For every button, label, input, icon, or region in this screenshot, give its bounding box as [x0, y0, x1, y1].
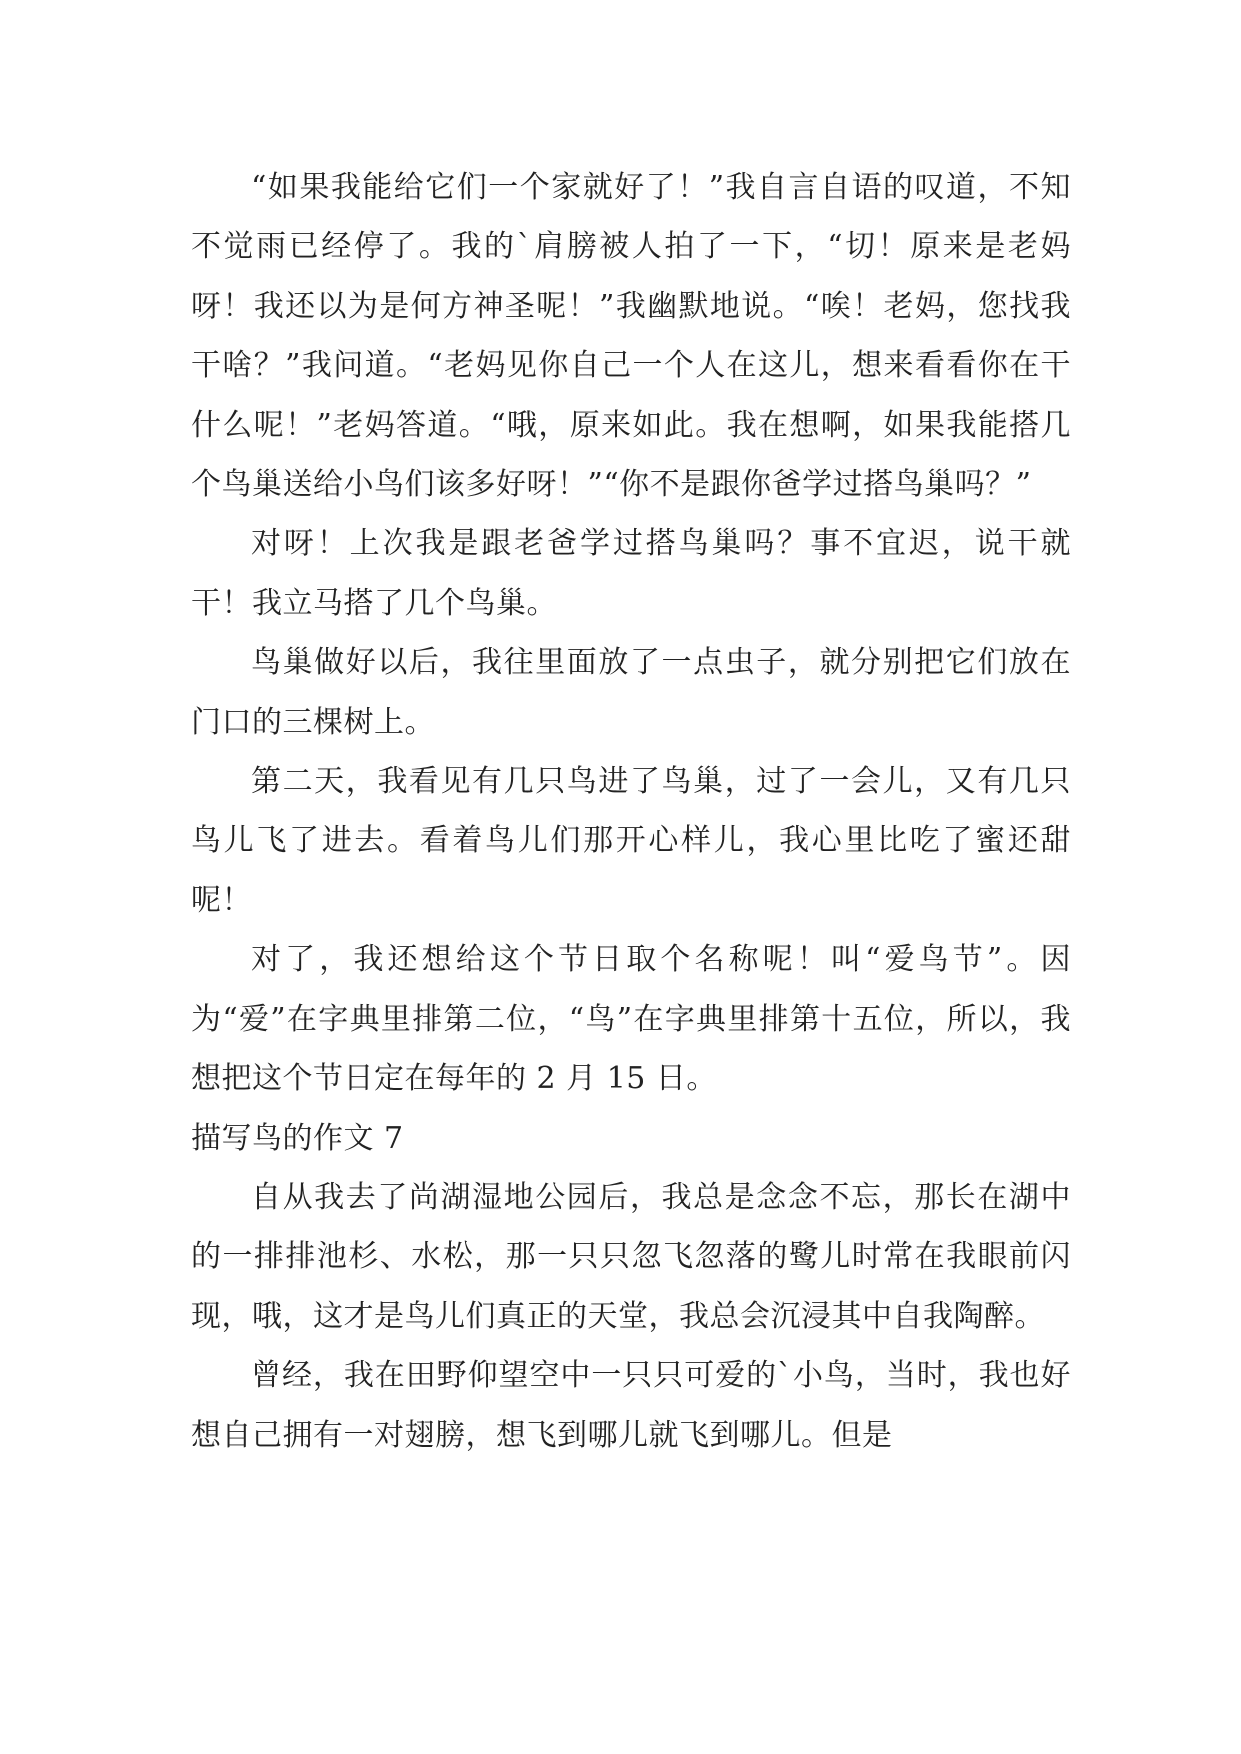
- paragraph-bird-day: 对了，我还想给这个节日取个名称呢！叫“爱鸟节”。因为“爱”在字典里排第二位，“鸟”在字典里排第十五位，所以，我想把这个节日定在每年的 2 月 15 日。: [191, 942, 1071, 1097]
- paragraph-wetland-park: 自从我去了尚湖湿地公园后，我总是念念不忘，那长在湖中的一排排池杉、水松，那一只只忽飞忽落的鹭儿时常在我眼前闪现，哦，这才是鸟儿们真正的天堂，我总会沉浸其中自我陶醉。: [191, 1179, 1071, 1334]
- paragraph-next-day: 第二天，我看见有几只鸟进了鸟巢，过了一会儿，又有几只鸟儿飞了进去。看着鸟儿们那开心样儿，我心里比吃了蜜还甜呢！: [191, 764, 1071, 918]
- paragraph-dialogue: “如果我能给它们一个家就好了！”我自言自语的叹道，不知不觉雨已经停了。我的`肩膀被人拍了一下，“切！原来是老妈呀！我还以为是何方神圣呢！”我幽默地说。“唉！老妈，您找我干啥？”我问道。“老妈见你自己一个人在这儿，想来看看你在干什么呢！”老妈答道。“哦，原来如此。我在想啊，如果我能搭几个鸟巢送给小鸟们该多好呀！”“你不是跟你爸学过搭鸟巢吗？”: [191, 170, 1071, 503]
- paragraph-build-nest: 对呀！上次我是跟老爸学过搭鸟巢吗？事不宜迟，说干就干！我立马搭了几个鸟巢。: [191, 526, 1071, 621]
- paragraph-place-nest: 鸟巢做好以后，我往里面放了一点虫子，就分别把它们放在门口的三棵树上。: [191, 645, 1071, 740]
- section-title: 描写鸟的作文 7: [191, 1120, 404, 1156]
- document-page: [191, 158, 1071, 1465]
- paragraph-wish-wings: 曾经，我在田野仰望空中一只只可爱的`小鸟，当时，我也好想自己拥有一对翅膀，想飞到哪儿就飞到哪儿。但是: [191, 1358, 1071, 1453]
